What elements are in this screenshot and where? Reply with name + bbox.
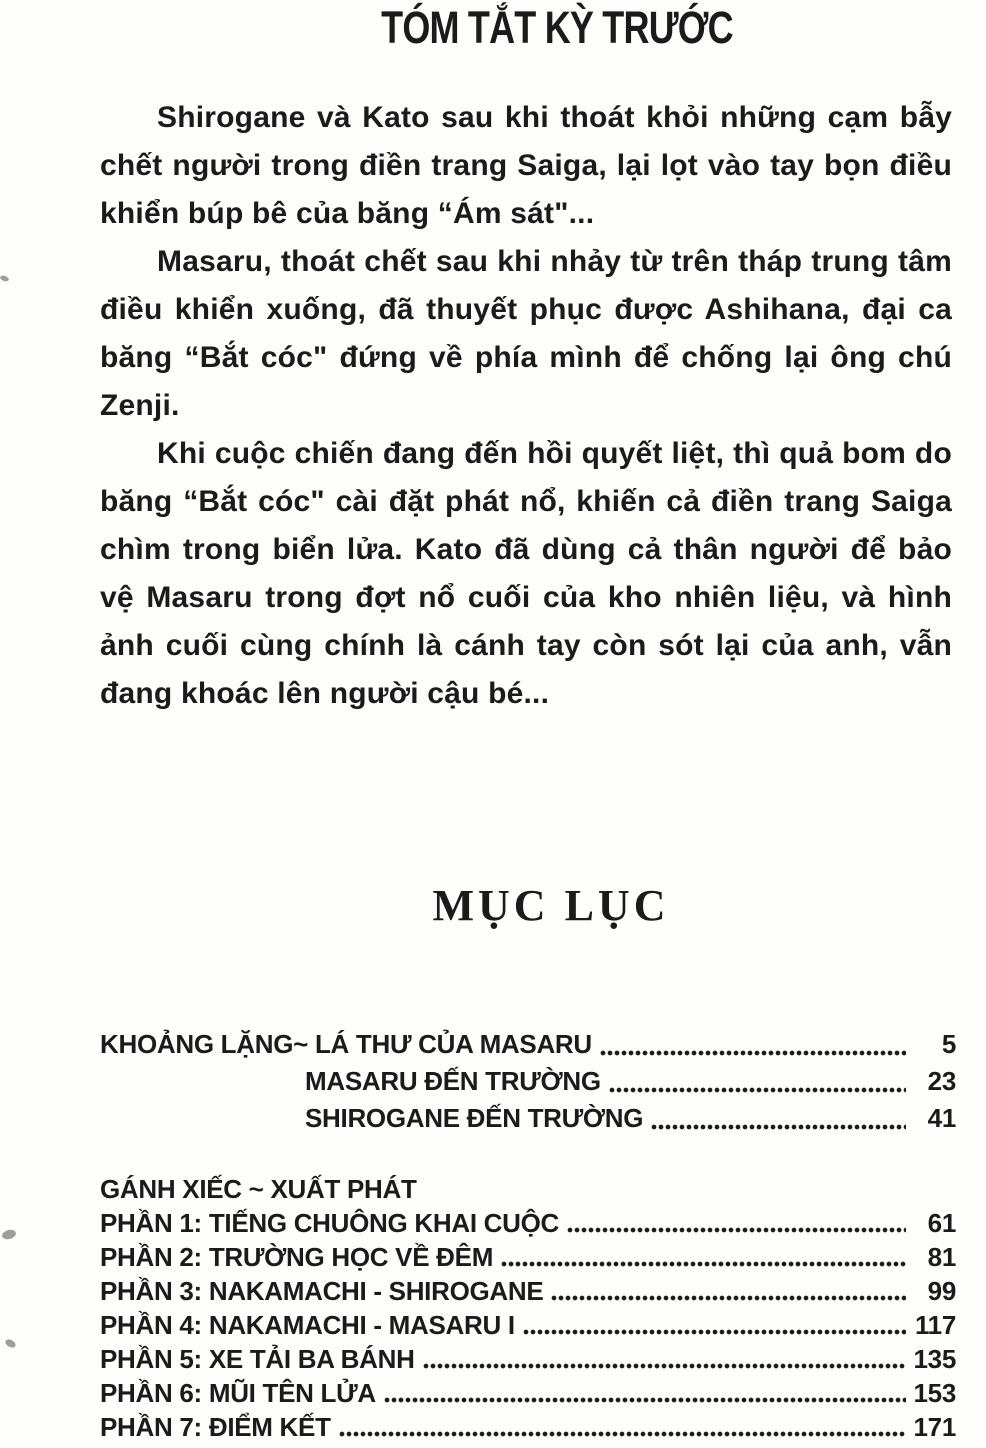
toc-entry-page: 81 [927, 1242, 956, 1272]
toc-entry-label: MASARU ĐẾN TRƯỜNG [305, 1066, 601, 1096]
summary-paragraph: Shirogane và Kato sau khi thoát khỏi những cạm bẫy chết người trong điền trang Saiga, lại lọt vào tay bọn điều khiển búp bê của băng “Ám sát"... [100, 101, 952, 230]
toc-entry [100, 1410, 956, 1444]
toc-entry-page: 99 [927, 1276, 956, 1306]
toc-entry [100, 1100, 956, 1137]
toc-title: MỤC LỤC [432, 881, 670, 930]
toc-entry-page: 153 [913, 1378, 956, 1408]
summary-title: TÓM TẮT KỲ TRƯỚC [381, 2, 733, 53]
toc-entry [100, 1342, 956, 1376]
scan-speck [0, 275, 10, 283]
toc-entry-page: 135 [913, 1344, 956, 1374]
toc-entry-label: PHẦN 4: NAKAMACHI - MASARU I [100, 1310, 515, 1340]
toc-dot-leader [339, 1425, 906, 1437]
toc-dot-leader [600, 1044, 906, 1056]
toc-group-circus [100, 1172, 956, 1444]
toc-entry-label: PHẦN 6: MŨI TÊN LỬA [100, 1378, 376, 1408]
toc-entry-page: 171 [913, 1412, 956, 1442]
toc-dot-leader [651, 1118, 906, 1130]
toc-entry-page: 5 [941, 1029, 956, 1059]
toc-entry-label: KHOẢNG LẶNG~ LÁ THƯ CỦA MASARU [100, 1029, 592, 1059]
toc-entry-label: PHẦN 2: TRƯỜNG HỌC VỀ ĐÊM [100, 1242, 494, 1272]
toc-entry-page: 23 [927, 1066, 956, 1096]
toc-section-header: GÁNH XIẾC ~ XUẤT PHÁT [100, 1174, 417, 1204]
toc-dot-leader [567, 1221, 906, 1233]
toc-entry [100, 1274, 956, 1308]
toc-dot-leader [523, 1323, 906, 1335]
toc-entry-label: PHẦN 3: NAKAMACHI - SHIROGANE [100, 1276, 544, 1306]
summary-body [100, 94, 952, 718]
scan-speck [1, 1228, 17, 1240]
toc-entry-page: 117 [914, 1310, 956, 1340]
toc-group-interlude [100, 1026, 956, 1137]
toc-entry [100, 1063, 956, 1100]
toc-entry [100, 1026, 956, 1063]
toc-entry-label: PHẦN 1: TIẾNG CHUÔNG KHAI CUỘC [100, 1208, 560, 1238]
toc-entry [100, 1206, 956, 1240]
toc-dot-leader [609, 1081, 906, 1093]
toc-dot-leader [384, 1391, 906, 1403]
toc-dot-leader [423, 1357, 906, 1369]
toc-entry [100, 1376, 956, 1410]
toc-entry-label: PHẦN 5: XE TẢI BA BÁNH [100, 1344, 415, 1374]
toc-entry-page: 41 [927, 1103, 956, 1133]
toc-dot-leader [501, 1255, 906, 1267]
summary-paragraph: Khi cuộc chiến đang đến hồi quyết liệt, thì quả bom do băng “Bắt cóc" cài đặt phát nổ, khiến cả điền trang Saiga chìm trong biển lửa. Kato đã dùng cả thân người để bảo vệ Masaru trong đợt nổ cuối của kho nhiên liệu, và hình ảnh cuối cùng chính là cánh tay còn sót lại của anh, vẫn đang khoác lên người cậu bé... [100, 437, 952, 710]
toc-entry-page: 61 [927, 1208, 956, 1238]
toc-entry-label: PHẦN 7: ĐIỂM KẾT [100, 1412, 331, 1442]
toc-entry [100, 1240, 956, 1274]
toc-entry-label: SHIROGANE ĐẾN TRƯỜNG [305, 1103, 644, 1133]
summary-paragraph: Masaru, thoát chết sau khi nhảy từ trên tháp trung tâm điều khiển xuống, đã thuyết phục được Ashihana, đại ca băng “Bắt cóc" đứng về phía mình để chống lại ông chú Zenji. [100, 245, 952, 422]
toc-entry [100, 1308, 956, 1342]
toc-dot-leader [551, 1289, 906, 1301]
scan-speck [4, 1338, 17, 1350]
